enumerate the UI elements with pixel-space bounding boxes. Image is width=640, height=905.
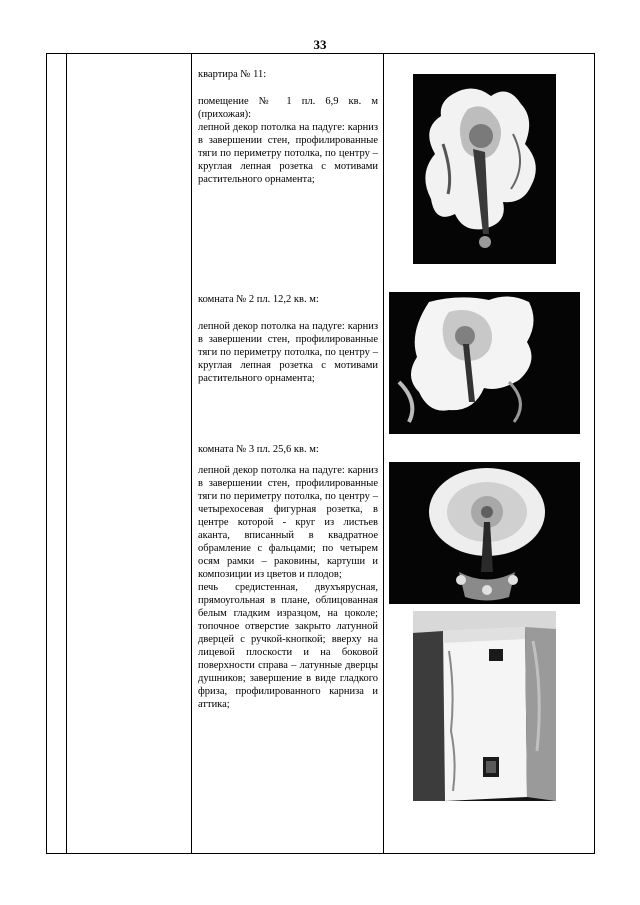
photo-tiled-stove: [413, 611, 556, 801]
room-title: помещение № 1 пл. 6,9 кв. м (прихожая):: [198, 96, 378, 120]
room-description: лепной декор потолка на падуге: карниз в завершении стен, профилированные тяги по периметру потолка, по центру – круглая лепная розетка с мотивами растительного орнамента;: [198, 122, 378, 185]
photo-room2-ceiling-image: [389, 292, 580, 434]
photo-tiled-stove-image: [413, 611, 556, 801]
section-room-2: [198, 293, 378, 385]
photo-hallway-ceiling-image: [413, 74, 556, 264]
column-divider: [66, 54, 67, 853]
column-divider: [383, 54, 384, 853]
room-title: комната № 3 пл. 25,6 кв. м:: [198, 444, 319, 455]
column-divider: [191, 54, 192, 853]
section-apartment-11: [198, 68, 378, 186]
photo-room2-ceiling: [389, 292, 580, 434]
stove-description: печь средистенная, двухъярусная, прямоугольная в плане, облицованная белым гладким изразцом, на цоколе; топочное отверстие закрыто латунной дверцей с ручкой-кнопкой; вверху на лицевой плоскости и на боковой поверхности справа – латунные дверцы душников; завершение в виде гладкого фриза, профилированного карниза и аттика;: [198, 582, 378, 710]
apartment-heading: квартира № 11:: [198, 69, 267, 80]
section-room-3: [198, 443, 378, 711]
room-description: лепной декор потолка на падуге: карниз в завершении стен, профилированные тяги по периметру потолка, по центру – круглая лепная розетка с мотивами растительного орнамента;: [198, 321, 378, 384]
room-title: комната № 2 пл. 12,2 кв. м:: [198, 294, 319, 305]
page-number: 33: [313, 37, 327, 52]
room-description: лепной декор потолка на падуге: карниз в завершении стен, профилированные тяги по периметру потолка, по центру – четырехосевая фигурная розетка, в центре которой - круг из листьев аканта, вписанный в квадратное обрамление с фальцами; по четырем осям рамки – раковины, картуши и композиции из цветов и плодов;: [198, 465, 378, 580]
photo-hallway-ceiling: [413, 74, 556, 264]
photo-room3-ceiling: [389, 462, 580, 604]
photo-room3-ceiling-image: [389, 462, 580, 604]
